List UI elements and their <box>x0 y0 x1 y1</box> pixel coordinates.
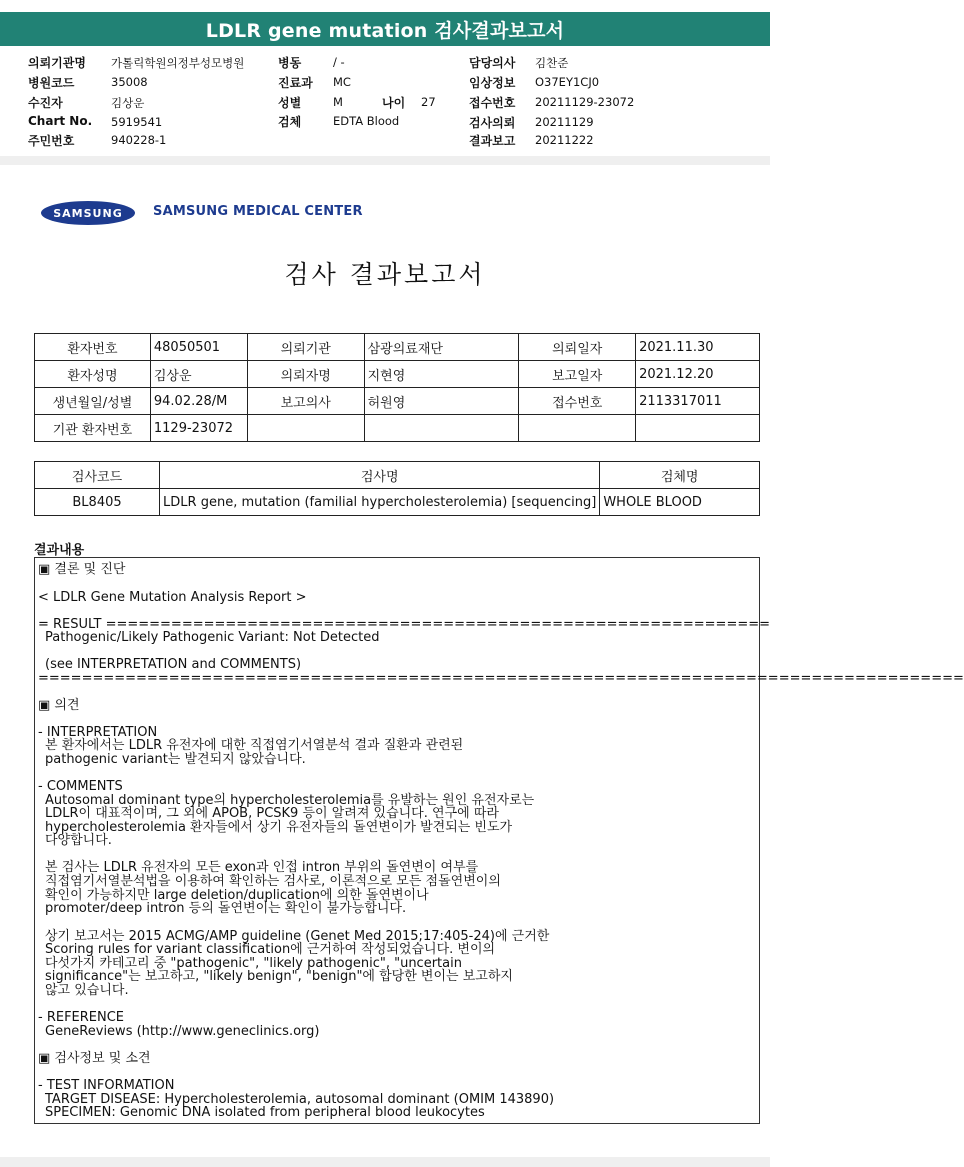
info-value: 김상운 <box>150 361 247 388</box>
info-row <box>35 334 760 361</box>
info-label: 보고의사 <box>247 388 364 415</box>
info-value: 허원영 <box>364 388 519 415</box>
comment-line: LDLR이 대표적이며, 그 외에 APOB, PCSK9 등이 알려져 있습니다. 연구에 따라 <box>45 806 499 821</box>
header-label: 나이 <box>382 96 406 110</box>
info-row <box>35 415 760 442</box>
hospital-name: SAMSUNG MEDICAL CENTER <box>153 204 363 219</box>
comment-line: Scoring rules for variant classification에 근거하여 작성되었습니다. 변이의 <box>45 942 496 957</box>
info-label: 의뢰자명 <box>247 361 364 388</box>
comment-line: 다섯가지 카테고리 중 "pathogenic", "likely pathogenic", "uncertain <box>45 956 462 971</box>
comment-line: 상기 보고서는 2015 ACMG/AMP guideline (Genet Med 2015;17:405-24)에 근거한 <box>45 929 550 944</box>
header-label: 임상정보 <box>469 76 516 90</box>
comment-line: promoter/deep intron 등의 돌연변이는 확인이 불가능합니다. <box>45 901 407 916</box>
info-label <box>519 415 636 442</box>
info-value: 94.02.28/M <box>150 388 247 415</box>
result-content <box>34 557 964 1124</box>
samsung-logo: SAMSUNG <box>41 201 135 225</box>
header-label: 병동 <box>278 56 302 70</box>
info-label <box>247 415 364 442</box>
header-value: / - <box>333 55 345 69</box>
header-value: 김찬준 <box>535 56 569 70</box>
report-title: LDLR gene mutation 검사결과보고서 <box>0 12 770 46</box>
header-value: 김상운 <box>111 96 145 110</box>
result-rule: = RESULT ============================================================= <box>38 617 771 632</box>
info-value: 2021.11.30 <box>636 334 760 361</box>
subheading-interpretation: - INTERPRETATION <box>38 725 158 740</box>
reference-line: GeneReviews (http://www.geneclinics.org) <box>45 1024 320 1039</box>
header-label: 병원코드 <box>28 76 75 90</box>
info-value: 지현영 <box>364 361 519 388</box>
section-label: 결과내용 <box>34 543 85 558</box>
report-title-line: < LDLR Gene Mutation Analysis Report > <box>38 590 307 605</box>
info-value <box>636 415 760 442</box>
header-value: 20211222 <box>535 133 594 147</box>
test-code: BL8405 <box>35 489 160 516</box>
info-value: 48050501 <box>150 334 247 361</box>
result-line: Pathogenic/Likely Pathogenic Variant: Not Detected <box>45 630 380 645</box>
info-label: 환자성명 <box>35 361 151 388</box>
info-value: 1129-23072 <box>150 415 247 442</box>
info-label: 의뢰기관 <box>247 334 364 361</box>
info-value: 2021.12.20 <box>636 361 760 388</box>
header-value: MC <box>333 75 351 89</box>
header-label: 검체 <box>278 115 302 129</box>
test-header-name: 검사명 <box>160 462 600 489</box>
test-info-line: TARGET DISEASE: Hypercholesterolemia, autosomal dominant (OMIM 143890) <box>45 1092 555 1107</box>
header-value: 20211129-23072 <box>535 95 635 109</box>
header-value: 27 <box>421 95 436 109</box>
test-header-code: 검사코드 <box>35 462 160 489</box>
header-value: 5919541 <box>111 115 163 129</box>
heading-test-info: ▣ 검사정보 및 소견 <box>38 1051 151 1066</box>
header-value: EDTA Blood <box>333 114 400 128</box>
subheading-test-information: - TEST INFORMATION <box>38 1078 175 1093</box>
test-specimen: WHOLE BLOOD <box>600 489 760 516</box>
test-table <box>34 461 760 516</box>
header-value: 20211129 <box>535 115 594 129</box>
test-name: LDLR gene, mutation (familial hypercholesterolemia) [sequencing] <box>160 489 600 516</box>
header-value: 940228-1 <box>111 133 167 147</box>
header-value: 가톨릭학원의정부성모병원 <box>111 56 245 70</box>
comment-line: 본 검사는 LDLR 유전자의 모든 exon과 인접 intron 부위의 돌연변이 여부를 <box>45 860 479 875</box>
info-label: 기관 환자번호 <box>35 415 151 442</box>
header-value: O37EY1CJ0 <box>535 75 600 89</box>
patient-info-table <box>34 333 760 442</box>
header-label: 담당의사 <box>469 56 516 70</box>
header-label: Chart No. <box>28 114 93 128</box>
header-label: 주민번호 <box>28 134 75 148</box>
separator <box>0 156 770 165</box>
header-label: 결과보고 <box>469 134 516 148</box>
footer-bar <box>0 1157 770 1167</box>
header-label: 성별 <box>278 96 302 110</box>
document-title: 검사 결과보고서 <box>284 260 486 289</box>
header-value: M <box>333 95 343 109</box>
info-label: 생년월일/성별 <box>35 388 151 415</box>
header-label: 의뢰기관명 <box>28 56 86 70</box>
header-label: 접수번호 <box>469 96 516 110</box>
info-row <box>35 388 760 415</box>
info-label: 환자번호 <box>35 334 151 361</box>
test-info-line: SPECIMEN: Genomic DNA isolated from peripheral blood leukocytes <box>45 1105 485 1120</box>
comment-line: significance"는 보고하고, "likely benign", "benign"에 합당한 변이는 보고하지 <box>45 969 513 984</box>
header-label: 진료과 <box>278 76 313 90</box>
interpretation-line: 본 환자에서는 LDLR 유전자에 대한 직접염기서열분석 결과 질환과 관련된 <box>45 738 464 753</box>
result-rule: ===================================================================================== <box>38 671 964 686</box>
info-row <box>35 361 760 388</box>
subheading-comments: - COMMENTS <box>38 779 123 794</box>
result-line: (see INTERPRETATION and COMMENTS) <box>45 657 302 672</box>
header-value: 35008 <box>111 75 148 89</box>
info-label: 의뢰일자 <box>519 334 636 361</box>
test-header-specimen: 검체명 <box>600 462 760 489</box>
info-label: 보고일자 <box>519 361 636 388</box>
header-label: 수진자 <box>28 96 63 110</box>
heading-conclusion: ▣ 결론 및 진단 <box>38 562 126 577</box>
info-value: 2113317011 <box>636 388 760 415</box>
comment-line: 직접염기서열분석법을 이용하여 확인하는 검사로, 이론적으로 모든 점돌연변이의 <box>45 874 501 889</box>
comment-line: hypercholesterolemia 환자들에서 상기 유전자들의 돌연변이가 발견되는 빈도가 <box>45 820 513 835</box>
subheading-reference: - REFERENCE <box>38 1010 125 1025</box>
info-value <box>364 415 519 442</box>
info-label: 접수번호 <box>519 388 636 415</box>
heading-opinion: ▣ 의견 <box>38 698 80 713</box>
comment-line: Autosomal dominant type의 hypercholesterolemia를 유발하는 원인 유전자로는 <box>45 793 535 808</box>
header-label: 검사의뢰 <box>469 116 516 130</box>
comment-line: 다양합니다. <box>45 833 112 848</box>
comment-line: 않고 있습니다. <box>45 983 129 998</box>
info-value: 삼광의료재단 <box>364 334 519 361</box>
comment-line: 확인이 가능하지만 large deletion/duplication에 의한 돌연변이나 <box>45 888 429 903</box>
interpretation-line: pathogenic variant는 발견되지 않았습니다. <box>45 752 306 767</box>
